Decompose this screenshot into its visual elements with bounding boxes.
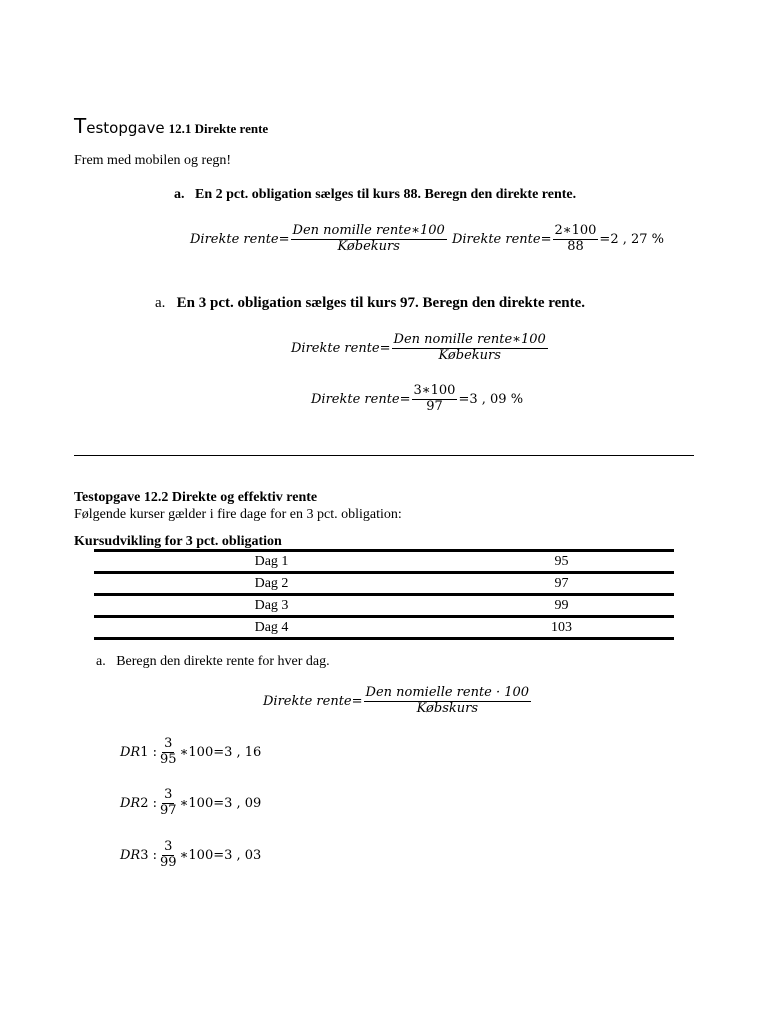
question-label: a. xyxy=(174,187,185,202)
fraction xyxy=(364,686,532,717)
table-cell-day: Dag 2 xyxy=(94,573,449,595)
table-cell-day: Dag 3 xyxy=(94,595,449,617)
formula-lhs: Direkte rente xyxy=(263,693,352,709)
table-cell-value: 95 xyxy=(449,551,674,573)
dr-line-3 xyxy=(120,840,261,871)
question-text: En 2 pct. obligation sælges til kurs 88. Beregn den direkte rente. xyxy=(195,187,577,202)
formula-lhs: Direkte rente xyxy=(311,391,400,407)
task-1-question-a xyxy=(174,187,576,203)
fraction-denominator: Købskurs xyxy=(416,700,479,716)
fraction-numerator: 3 xyxy=(164,839,173,854)
dr-result: ∗100=3 , 03 xyxy=(179,847,262,863)
task-1-question-a-2 xyxy=(155,295,585,312)
dr-index: 2 : xyxy=(140,795,158,811)
fraction-denominator: 97 xyxy=(160,802,177,818)
fraction-numerator: Den nomille rente∗100 xyxy=(393,332,546,347)
formula-direkte-rente-3: Direkte rente = $\frac{3∗100}{97}$ =3 , 09 % xyxy=(311,383,524,414)
formula-lhs-2: Direkte rente xyxy=(451,231,541,247)
question-label: a. xyxy=(155,295,166,311)
title-initial: T xyxy=(74,114,87,138)
fraction xyxy=(158,788,179,819)
formula-direkte-rente-4: Direkte rente = $\frac{\text{Den nomielle rente · 100}}{\text{Købskurs}}$ xyxy=(263,685,530,716)
table-row xyxy=(94,617,674,639)
table-caption: Kursudvikling for 3 pct. obligation xyxy=(74,534,282,549)
fraction xyxy=(412,384,458,415)
fraction-denominator: 95 xyxy=(160,751,177,767)
table-cell-day: Dag 4 xyxy=(94,617,449,639)
fraction-denominator: Købekurs xyxy=(337,238,400,254)
table-cell-value: 99 xyxy=(449,595,674,617)
fraction xyxy=(392,333,548,364)
formula-lhs: Direkte rente xyxy=(190,231,279,247)
task-2-question-a xyxy=(96,654,330,670)
fraction-numerator: 2∗100 xyxy=(554,223,597,238)
fraction-numerator: 3 xyxy=(164,787,173,802)
fraction-denominator: 97 xyxy=(426,398,443,414)
title-word: estopgave xyxy=(86,119,165,137)
formula-result: =2 , 27 % xyxy=(599,231,665,247)
section-divider xyxy=(74,455,694,456)
table-row xyxy=(94,595,674,617)
fraction xyxy=(158,840,179,871)
dr-line-1 xyxy=(120,737,261,768)
formula-direkte-rente-2: Direkte rente = $\frac{\text{Den nomille rente∗100}}{\text{Købekurs}}$ xyxy=(291,332,546,363)
dr-label: DR xyxy=(120,744,141,760)
dr-result: ∗100=3 , 16 xyxy=(179,744,262,760)
dr-index: 1 : xyxy=(140,744,158,760)
dr-index: 3 : xyxy=(140,847,158,863)
fraction-numerator: Den nomielle rente · 100 xyxy=(365,685,530,700)
task-2-title: Testopgave 12.2 Direkte og effektiv rente xyxy=(74,490,318,505)
dr-result: ∗100=3 , 09 xyxy=(179,795,262,811)
table-cell-day: Dag 1 xyxy=(94,551,449,573)
fraction-denominator: 99 xyxy=(160,854,177,870)
fraction-numerator: 3 xyxy=(164,736,173,751)
dr-label: DR xyxy=(120,847,141,863)
question-label: a. xyxy=(96,654,106,669)
formula-lhs: Direkte rente xyxy=(291,340,380,356)
table-cell-value: 103 xyxy=(449,617,674,639)
fraction xyxy=(291,224,447,255)
fraction-denominator: Købekurs xyxy=(438,347,501,363)
task-1-intro: Frem med mobilen og regn! xyxy=(74,153,232,168)
table-row xyxy=(94,573,674,595)
fraction-2 xyxy=(553,224,599,255)
dr-label: DR xyxy=(120,795,141,811)
table-cell-value: 97 xyxy=(449,573,674,595)
kurs-table xyxy=(94,549,674,640)
formula-direkte-rente-1: Direkte rente = $\frac{\text{Den nomille rente∗100}}{\text{Købekurs}}$ Direkte rente = $\frac{2∗100}{88}$ =2 , 27 % xyxy=(190,223,665,254)
fraction-denominator: 88 xyxy=(567,238,584,254)
title-number: 12.1 Direkte rente xyxy=(168,121,269,136)
fraction-numerator: 3∗100 xyxy=(413,383,456,398)
dr-line-2 xyxy=(120,788,261,819)
question-text: En 3 pct. obligation sælges til kurs 97. Beregn den direkte rente. xyxy=(176,295,586,311)
fraction xyxy=(158,737,179,768)
question-text: Beregn den direkte rente for hver dag. xyxy=(116,654,330,669)
fraction-numerator: Den nomille rente∗100 xyxy=(292,223,445,238)
formula-result: =3 , 09 % xyxy=(458,391,524,407)
task-1-title xyxy=(74,114,268,138)
table-row xyxy=(94,551,674,573)
task-2-intro: Følgende kurser gælder i fire dage for en 3 pct. obligation: xyxy=(74,507,402,522)
